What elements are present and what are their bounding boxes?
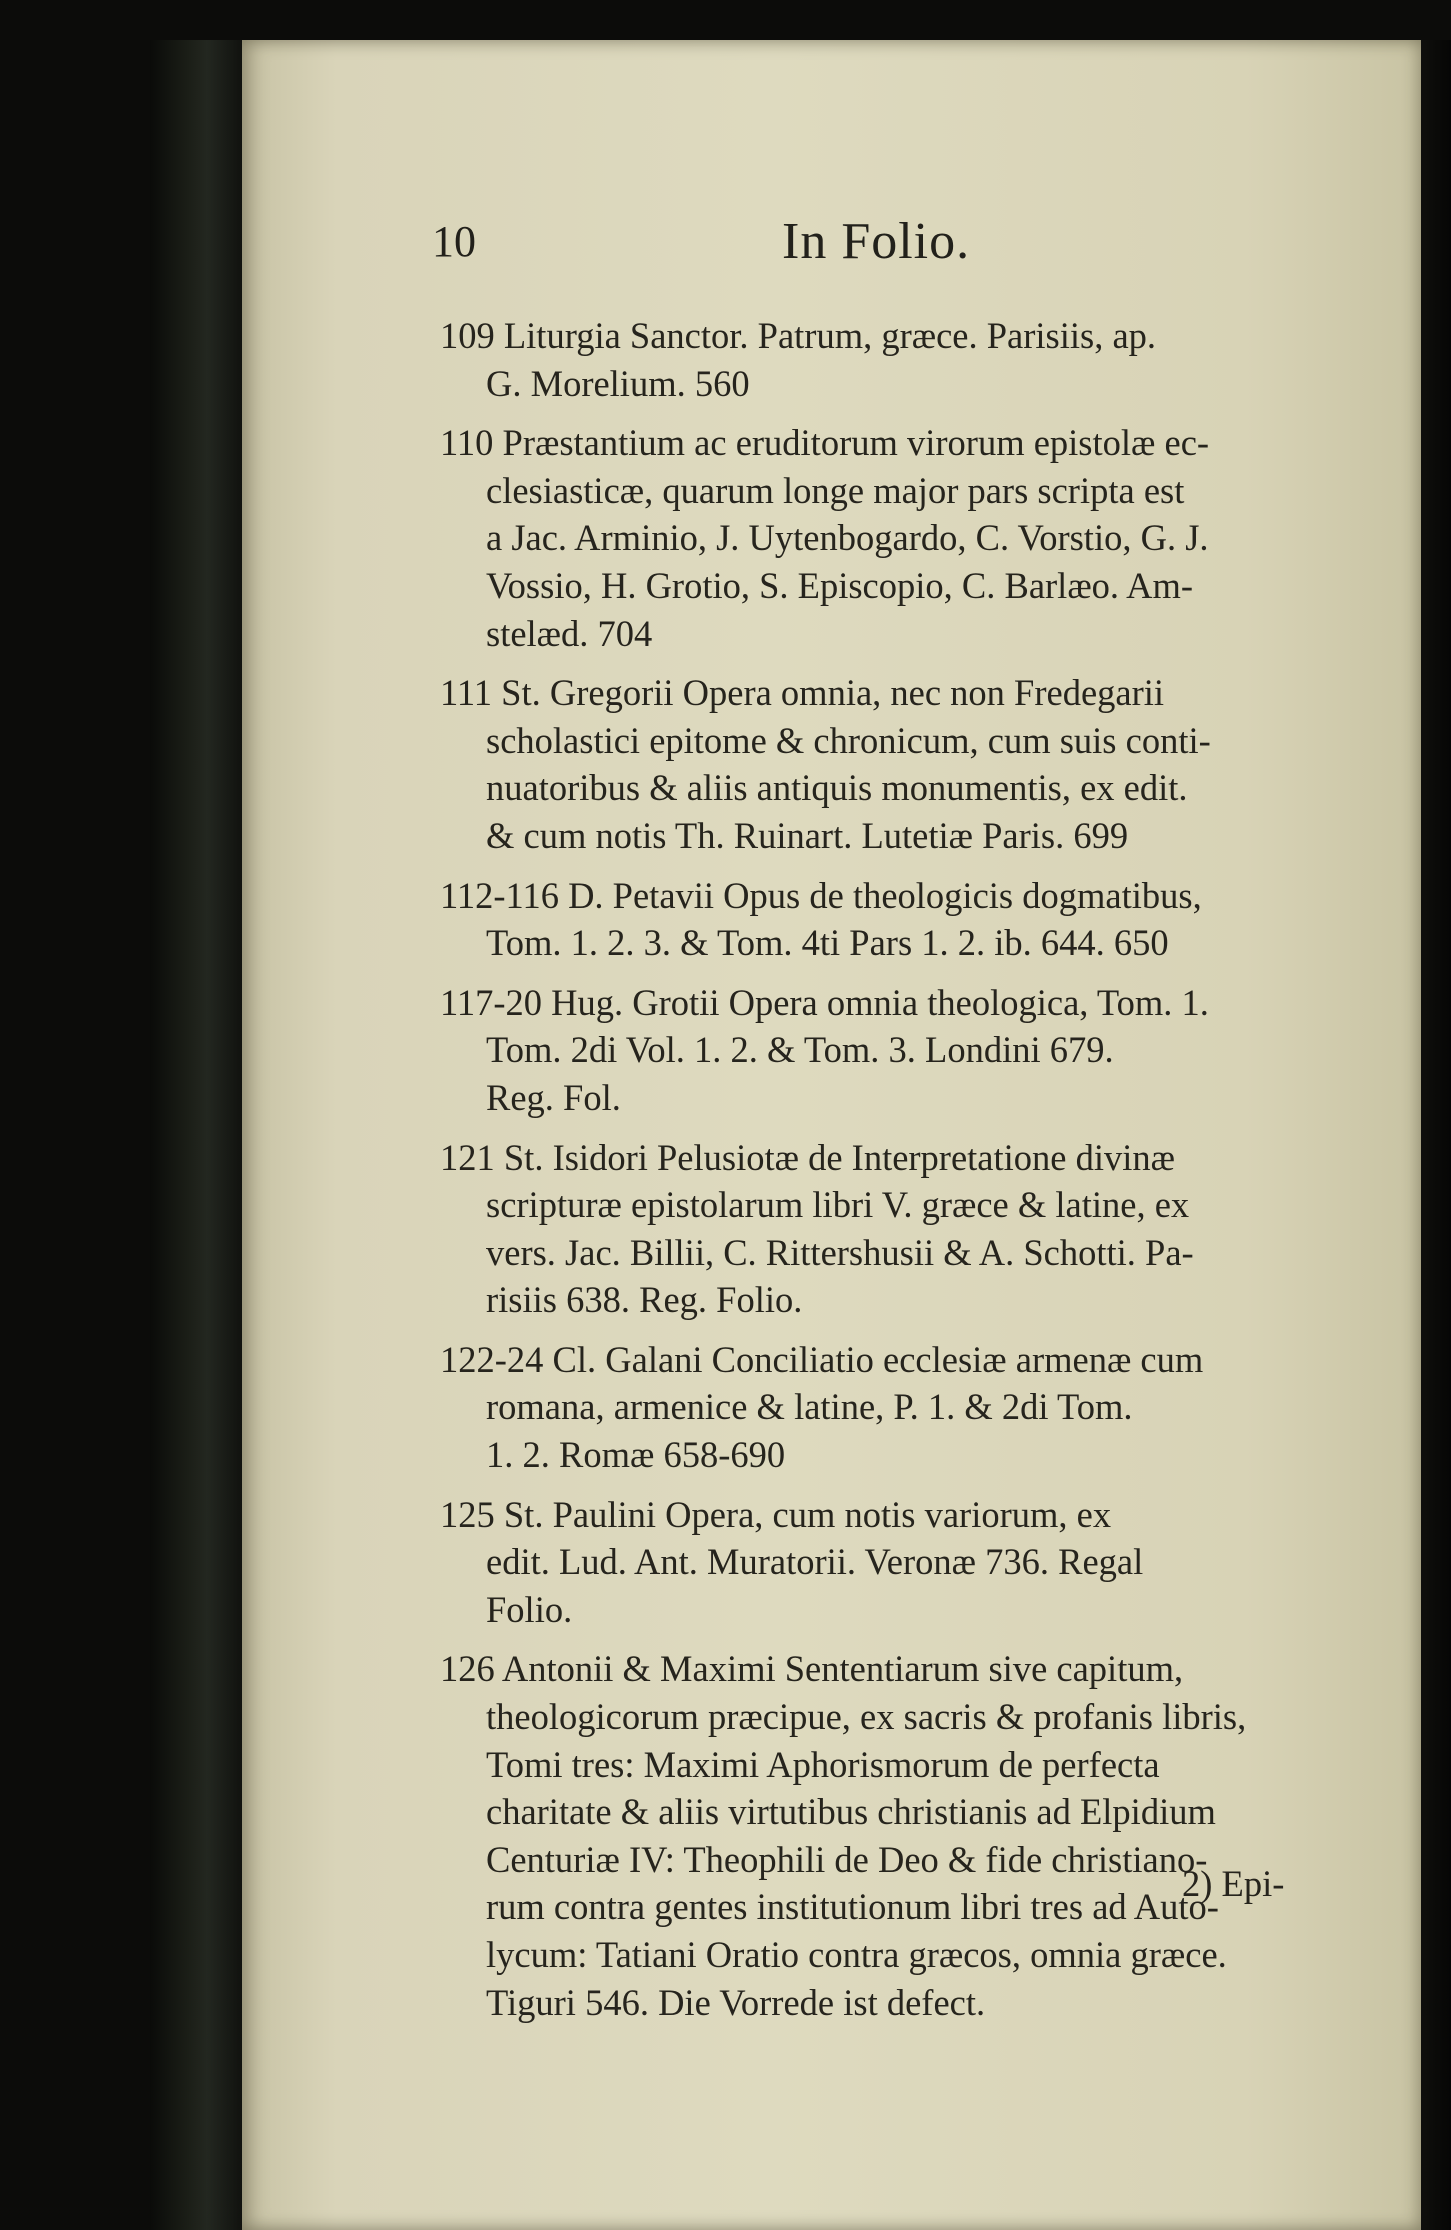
catalog-entry-117-120 [440, 979, 1310, 1122]
entry-line: Tom. 1. 2. 3. & Tom. 4ti Pars 1. 2. ib. 644. 650 [486, 922, 1169, 964]
entry-line: 1. 2. Romæ 658-690 [486, 1434, 786, 1476]
catchword: 2) Epi- [1182, 1863, 1285, 1904]
entry-line: 121 St. Isidori Pelusiotæ de Interpretatione divinæ [440, 1136, 1175, 1178]
catalog-entry-121 [440, 1134, 1310, 1324]
catalog-entry-110 [440, 419, 1310, 657]
entry-line: stelæd. 704 [486, 612, 653, 654]
entry-line: 110 Præstantium ac eruditorum virorum epistolæ ec- [440, 422, 1210, 464]
entry-line: 112-116 D. Petavii Opus de theologicis dogmatibus, [440, 874, 1202, 916]
entry-line: lycum: Tatiani Oratio contra græcos, omnia græce. [486, 1934, 1227, 1975]
entry-line: nuatoribus & aliis antiquis monumentis, ex edit. [486, 767, 1188, 809]
page-title: In Folio. [782, 213, 971, 270]
catalog-entry-126 [440, 1645, 1310, 2026]
entry-line: 109 Liturgia Sanctor. Patrum, græce. Parisiis, ap. [440, 315, 1157, 356]
catalog-entry-111 [440, 669, 1310, 859]
entry-line: Tiguri 546. Die Vorrede ist defect. [486, 1981, 986, 2023]
entry-line: & cum notis Th. Ruinart. Lutetiæ Paris. 699 [486, 814, 1129, 856]
entry-line: theologicorum præcipue, ex sacris & profanis libris, [486, 1696, 1247, 1738]
entry-line: romana, armenice & latine, P. 1. & 2di Tom. [486, 1386, 1133, 1428]
book-binding [150, 40, 245, 2230]
entry-line: charitate & aliis virtutibus christianis ad Elpidium [486, 1791, 1216, 1833]
page-number: 10 [432, 217, 476, 266]
catalog-entries [440, 312, 1310, 2038]
entry-line: 126 Antonii & Maximi Sententiarum sive capitum, [440, 1648, 1184, 1690]
entry-line: scripturæ epistolarum libri V. græce & latine, ex [486, 1184, 1190, 1226]
entry-line: vers. Jac. Billii, C. Rittershusii & A. Schotti. Pa- [486, 1231, 1194, 1273]
entry-line: 125 St. Paulini Opera, cum notis variorum, ex [440, 1493, 1112, 1535]
entry-line: rum contra gentes institutionum libri tres ad Auto- [486, 1886, 1219, 1928]
page-edge-shadow [1421, 40, 1451, 2230]
entry-line: risiis 638. Reg. Folio. [486, 1279, 803, 1321]
entry-line: Vossio, H. Grotio, S. Episcopio, C. Barlæo. Am- [486, 564, 1194, 606]
entry-line: 111 St. Gregorii Opera omnia, nec non Fredegarii [440, 672, 1165, 714]
entry-line: Tom. 2di Vol. 1. 2. & Tom. 3. Londini 679. [486, 1029, 1114, 1071]
entry-line: clesiasticæ, quarum longe major pars scripta est [486, 469, 1185, 511]
entry-line: edit. Lud. Ant. Muratorii. Veronæ 736. Regal [486, 1541, 1144, 1583]
catalog-entry-125 [440, 1491, 1310, 1634]
entry-line: Tomi tres: Maximi Aphorismorum de perfecta [486, 1743, 1160, 1785]
entry-line: scholastici epitome & chronicum, cum suis conti- [486, 719, 1211, 761]
running-header [432, 212, 1322, 282]
entry-line: 122-24 Cl. Galani Conciliatio ecclesiæ armenæ cum [440, 1338, 1204, 1380]
catalog-entry-122-124 [440, 1336, 1310, 1479]
entry-line: Centuriæ IV: Theophili de Deo & fide christiano- [486, 1838, 1208, 1880]
entry-line: Reg. Fol. [486, 1076, 621, 1118]
catalog-entry-109 [440, 312, 1310, 407]
entry-line: Folio. [486, 1588, 573, 1630]
catalog-entry-112-116 [440, 872, 1310, 967]
entry-line: a Jac. Arminio, J. Uytenbogardo, C. Vorstio, G. J. [486, 517, 1209, 559]
entry-line: 117-20 Hug. Grotii Opera omnia theologica, Tom. 1. [440, 981, 1209, 1023]
entry-line: G. Morelium. 560 [486, 362, 750, 404]
